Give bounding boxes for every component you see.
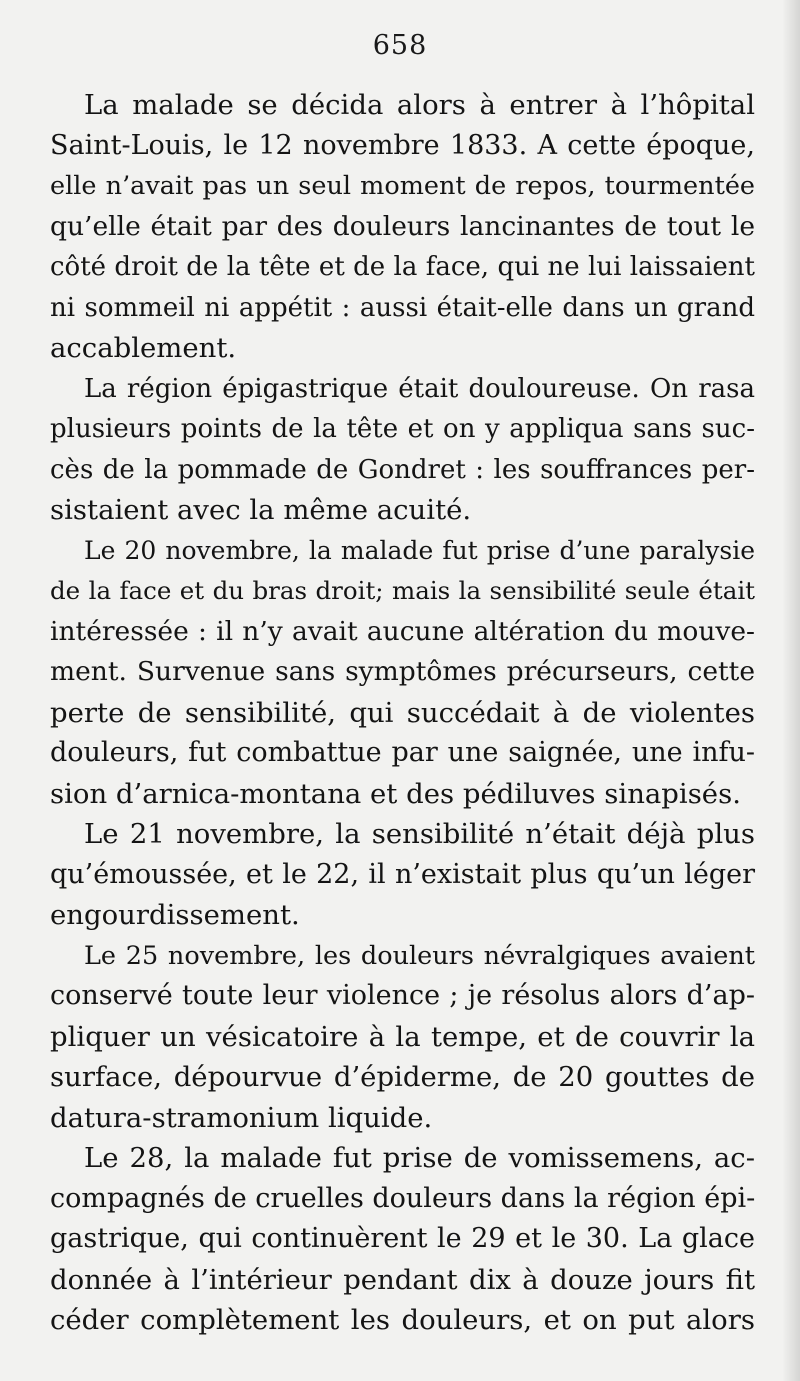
- paragraph: [50, 369, 755, 531]
- paragraph: [50, 531, 755, 815]
- text-line: sion d’arnica-montana et des pédiluves sinapisés.: [50, 777, 741, 810]
- text-line: sistaient avec la même acuité.: [50, 494, 472, 526]
- paragraph: [50, 936, 755, 1139]
- text-line: surface, dépourvue d’épiderme, de 20 gouttes de: [50, 1061, 755, 1093]
- text-line: datura-stramonium liquide.: [50, 1101, 433, 1134]
- text-line: perte de sensibilité, qui succédait à de violentes: [50, 696, 755, 729]
- text-line: donnée à l’intérieur pendant dix à douze jours fit: [50, 1263, 755, 1296]
- text-line: ment. Survenue sans symptômes précurseurs, cette: [50, 656, 755, 687]
- text-line: pliquer un vésicatoire à la tempe, et de couvrir la: [50, 1020, 755, 1053]
- text-line: de la face et du bras droit; mais la sensibilité seule était: [50, 576, 755, 605]
- text-line: qu’elle était par des douleurs lancinantes de tout le: [50, 210, 755, 242]
- text-line: accablement.: [50, 332, 237, 364]
- text-line: La malade se décida alors à entrer à l’hôpital: [84, 89, 755, 121]
- text-line: Le 21 novembre, la sensibilité n’était déjà plus: [84, 818, 755, 850]
- text-line: côté droit de la tête et de la face, qui ne lui laissaient: [50, 252, 755, 282]
- text-line: Le 28, la malade fut prise de vomissemens, ac-: [84, 1142, 755, 1174]
- text-line: Le 20 novembre, la malade fut prise d’une paralysie: [84, 535, 755, 565]
- text-line: cès de la pommade de Gondret : les souffrances per-: [50, 454, 755, 485]
- text-line: plusieurs points de la tête et on y appliqua sans suc-: [50, 414, 755, 444]
- paragraph: [50, 1138, 755, 1341]
- text-line: douleurs, fut combattue par une saignée, une infu-: [50, 737, 755, 768]
- text-line: La région épigastrique était douloureuse. On rasa: [84, 373, 755, 404]
- text-line: compagnés de cruelles douleurs dans la région épi-: [50, 1182, 756, 1214]
- body-text: [50, 85, 755, 1341]
- text-line: céder complètement les douleurs, et on put alors: [50, 1304, 755, 1336]
- text-line: intéressée : il n’y avait aucune altération du mouve-: [50, 615, 755, 647]
- text-line: Le 25 novembre, les douleurs névralgiques avaient: [84, 940, 755, 971]
- text-line: Saint-Louis, le 12 novembre 1833. A cette époque,: [50, 129, 755, 161]
- text-line: engourdissement.: [50, 899, 300, 931]
- paragraph: [50, 85, 755, 369]
- text-line: gastrique, qui continuèrent le 29 et le 30. La glace: [50, 1223, 755, 1254]
- page-number: 658: [372, 30, 428, 61]
- text-line: conservé toute leur violence ; je résolus alors d’ap-: [50, 980, 755, 1011]
- paragraph: [50, 814, 755, 936]
- text-line: ni sommeil ni appétit : aussi était-elle dans un grand: [50, 292, 755, 323]
- text-line: elle n’avait pas un seul moment de repos, tourmentée: [50, 171, 755, 201]
- text-line: qu’émoussée, et le 22, il n’existait plus qu’un léger: [50, 858, 755, 890]
